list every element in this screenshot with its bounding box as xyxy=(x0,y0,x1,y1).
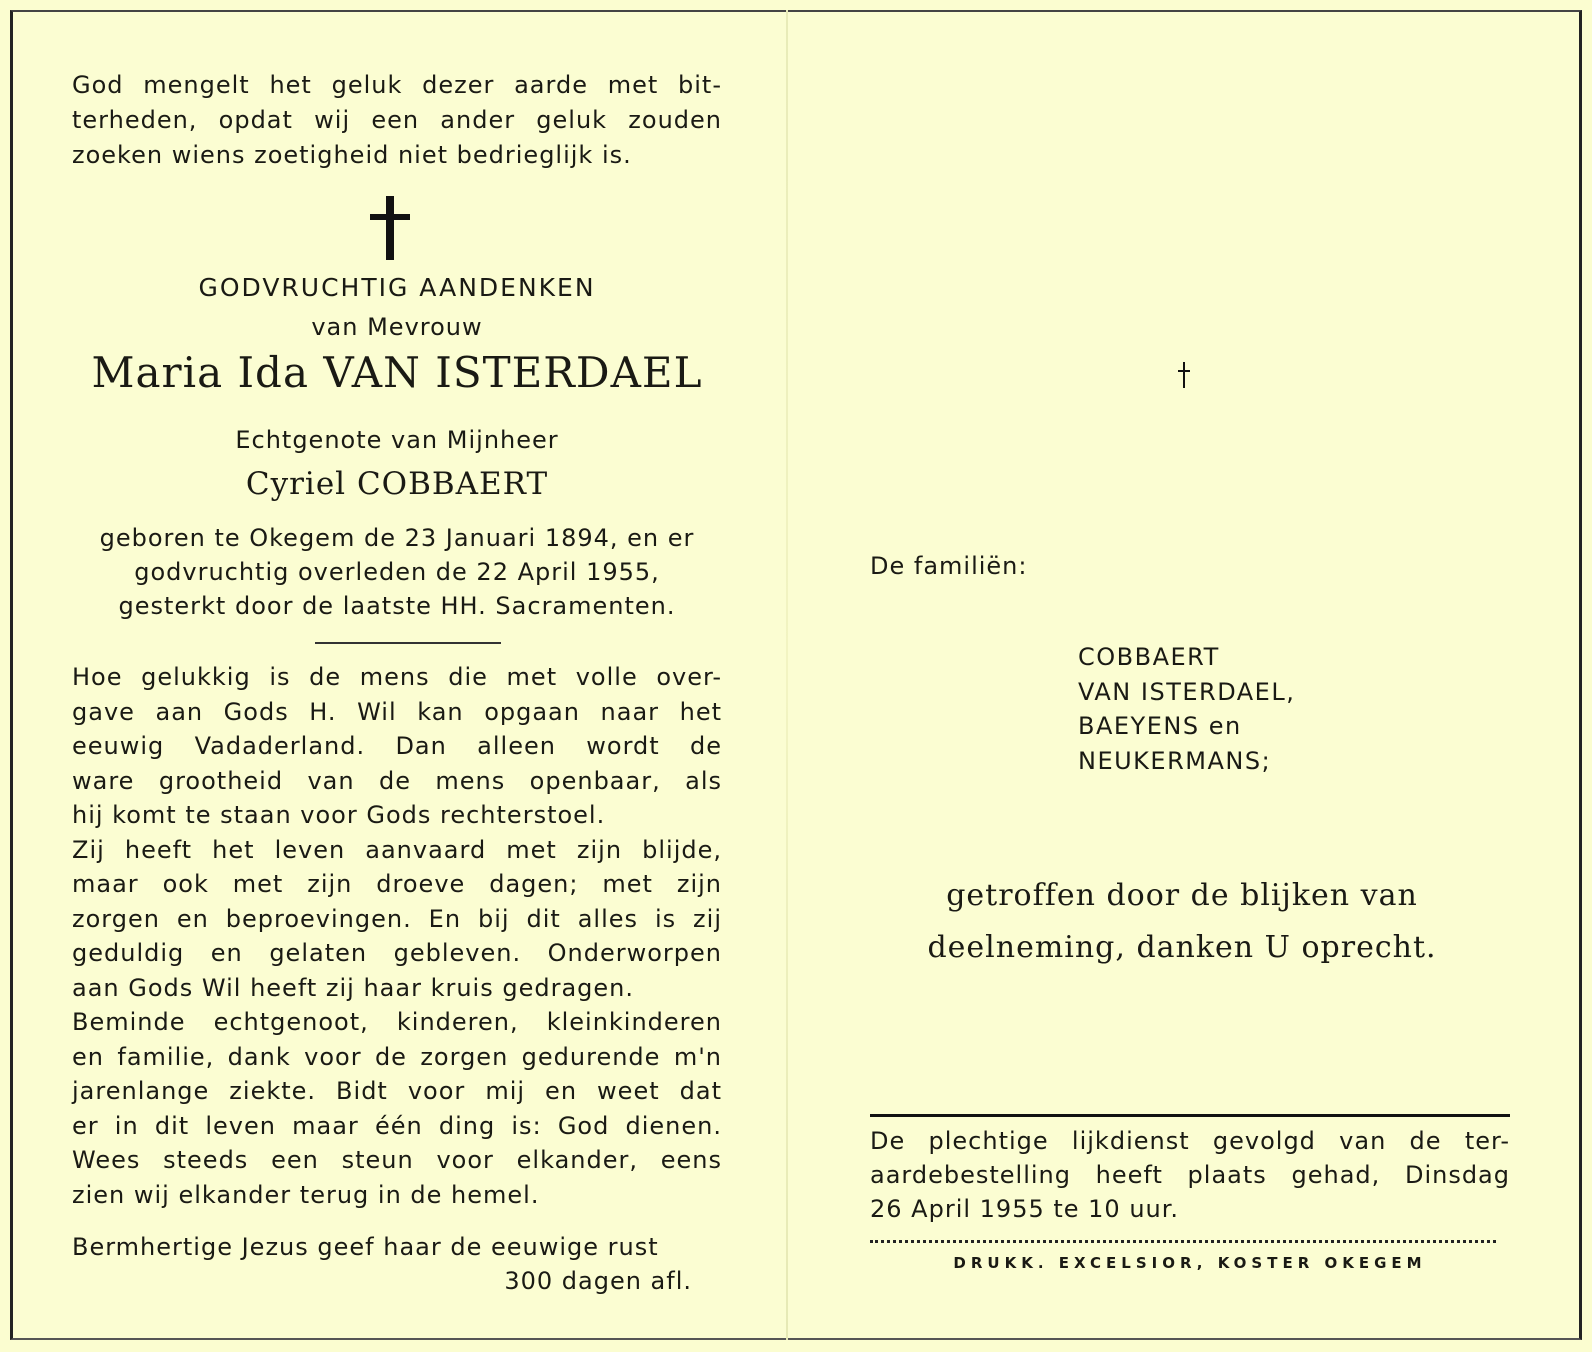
dates-line: gesterkt door de laatste HH. Sacramenten. xyxy=(118,592,676,620)
closing-prayer xyxy=(72,1230,722,1298)
family-name: BAEYENS en xyxy=(1078,712,1242,740)
of-mrs-label: van Mevrouw xyxy=(311,313,483,341)
prayer-text xyxy=(72,660,722,1212)
prayer-line: Hoe gelukkig is de mens die met volle over- xyxy=(72,663,722,691)
prayer-line: gave aan Gods H. Wil kan opgaan naar het xyxy=(72,697,722,726)
prayer-line: jarenlange ziekte. Bidt voor mij en weet dat xyxy=(72,1077,722,1105)
prayer-line: geduldig en gelaten gebleven. Onderworpen xyxy=(72,939,722,967)
prayer-line: aan Gods Wil heeft zij haar kruis gedragen. xyxy=(72,973,634,1002)
funeral-service-note xyxy=(870,1124,1510,1226)
prayer-line: en familie, dank voor de zorgen gedurende m'n xyxy=(72,1042,722,1071)
cross-icon xyxy=(1177,362,1191,388)
families-label: De familiën: xyxy=(870,552,1028,580)
left-panel xyxy=(72,68,722,1295)
section-rule xyxy=(870,1114,1510,1117)
opening-quote xyxy=(72,68,722,173)
family-name: COBBAERT xyxy=(1078,643,1220,671)
thanks-message xyxy=(922,870,1442,974)
cross-icon xyxy=(370,196,410,260)
quote-line: terheden, opdat wij een ander geluk zouden xyxy=(72,106,722,134)
printer-imprint: DRUKK. EXCELSIOR, KOSTER OKEGEM xyxy=(953,1254,1427,1272)
prayer-line: Beminde echtgenoot, kinderen, kleinkinderen xyxy=(72,1008,722,1036)
family-name: NEUKERMANS; xyxy=(1078,746,1272,775)
prayer-line: zien wij elkander terug in de hemel. xyxy=(72,1180,540,1209)
prayer-line: Zij heeft het leven aanvaard met zijn blijde, xyxy=(72,835,722,864)
quote-line: God mengelt het geluk dezer aarde met bit- xyxy=(72,71,722,99)
prayer-line: Wees steeds een steun voor elkander, eens xyxy=(72,1146,722,1174)
dotted-rule xyxy=(870,1240,1496,1243)
spouse-label: Echtgenote van Mijnheer xyxy=(235,426,559,454)
prayer-line: eeuwig Vadaderland. Dan alleen wordt de xyxy=(72,732,722,760)
section-divider xyxy=(315,642,501,644)
dates-line: geboren te Okegem de 23 Januari 1894, en er xyxy=(99,524,695,552)
families-list xyxy=(1078,640,1295,778)
memorial-heading: GODVRUCHTIG AANDENKEN xyxy=(198,273,596,302)
thanks-line: deelneming, danken U oprecht. xyxy=(927,930,1437,965)
service-line: 26 April 1955 te 10 uur. xyxy=(870,1195,1180,1223)
prayer-line: er in dit leven maar één ding is: God dienen. xyxy=(72,1111,722,1140)
deceased-name: Maria Ida VAN ISTERDAEL xyxy=(91,348,703,397)
service-line: aardebestelling heeft plaats gehad, Dinsdag xyxy=(870,1161,1510,1189)
life-dates xyxy=(72,521,722,623)
closing-prayer-line: Bermhertige Jezus geef haar de eeuwige rust xyxy=(72,1233,659,1261)
prayer-line: maar ook met zijn droeve dagen; met zijn xyxy=(72,870,722,898)
thanks-line: getroffen door de blijken van xyxy=(946,878,1418,913)
card-fold-line xyxy=(786,10,788,1340)
prayer-line: ware grootheid van de mens openbaar, als xyxy=(72,766,722,795)
dates-line: godvruchtig overleden de 22 April 1955, xyxy=(134,558,660,586)
spouse-name: Cyriel COBBAERT xyxy=(245,466,549,502)
indulgence-note: 300 dagen afl. xyxy=(504,1267,692,1295)
service-line: De plechtige lijkdienst gevolgd van de ter- xyxy=(870,1127,1510,1155)
prayer-line: zorgen en beproevingen. En bij dit alles is zij xyxy=(72,904,722,933)
family-name: VAN ISTERDAEL, xyxy=(1078,677,1296,706)
quote-line: zoeken wiens zoetigheid niet bedrieglijk is. xyxy=(72,141,632,169)
prayer-line: hij komt te staan voor Gods rechterstoel. xyxy=(72,801,606,829)
